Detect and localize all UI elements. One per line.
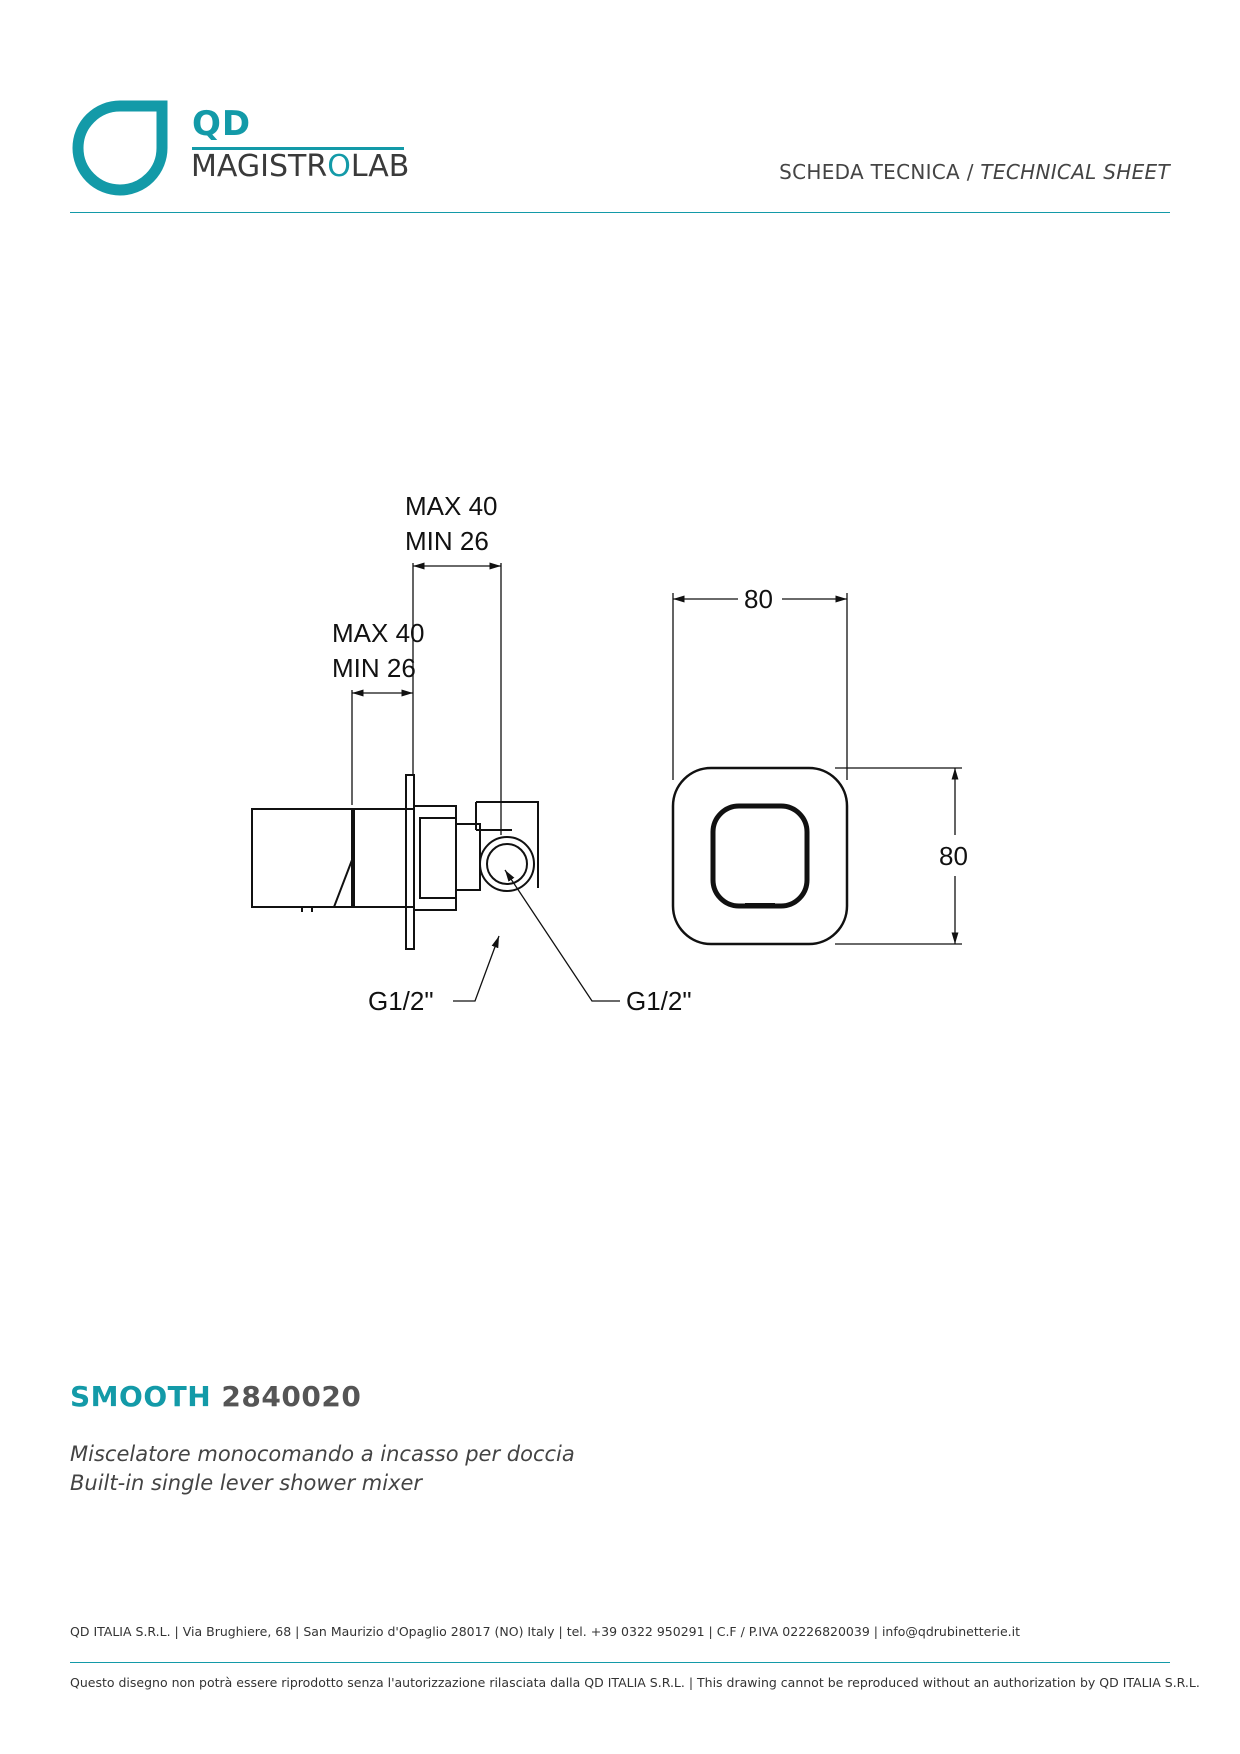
brand-name-part1: MAGISTR bbox=[191, 149, 328, 184]
front-plate bbox=[673, 768, 847, 944]
inlet-inner bbox=[487, 844, 527, 884]
footer-company-info: QD ITALIA S.R.L. | Via Brughiere, 68 | San Maurizio d'Opaglio 28017 (NO) Italy | tel. +39 0322 950291 | C.F / P.IVA 02226820039 | info@qdrubinetterie.it bbox=[70, 1624, 1020, 1639]
pipe-stub bbox=[456, 824, 480, 890]
front-lever bbox=[713, 806, 807, 906]
brand-name-part2: O bbox=[327, 149, 351, 184]
technical-drawing bbox=[0, 440, 1240, 1060]
footer-rule bbox=[70, 1662, 1170, 1663]
sheet-title-en: TECHNICAL SHEET bbox=[980, 160, 1170, 184]
leader-right bbox=[505, 870, 620, 1001]
product-title bbox=[70, 1380, 361, 1413]
footer-copyright-note: Questo disegno non potrà essere riprodotto senza l'autorizzazione rilasciata dalla QD ITALIA S.R.L. | This drawing cannot be reproduced without an authorization by QD ITALIA S.R.L. bbox=[70, 1675, 1200, 1690]
upper-dim-min: MIN 26 bbox=[405, 526, 489, 556]
product-code: 2840020 bbox=[221, 1380, 362, 1413]
lever-body bbox=[252, 809, 352, 907]
lower-dim-min: MIN 26 bbox=[332, 653, 416, 683]
product-series: SMOOTH bbox=[70, 1380, 212, 1413]
height-label: 80 bbox=[939, 841, 968, 871]
product-description-it: Miscelatore monocomando a incasso per doccia bbox=[70, 1442, 575, 1466]
inlet-outer bbox=[480, 837, 534, 891]
qd-logo-icon bbox=[70, 98, 170, 198]
width-label: 80 bbox=[744, 584, 773, 614]
brand-name-part3: LAB bbox=[350, 149, 410, 184]
header-rule bbox=[70, 212, 1170, 213]
connector-left-label: G1/2" bbox=[368, 986, 434, 1016]
leader-left bbox=[453, 936, 499, 1001]
sheet-title-it: SCHEDA TECNICA bbox=[779, 160, 961, 184]
upper-dim-max: MAX 40 bbox=[405, 491, 498, 521]
wall-plate bbox=[406, 775, 414, 949]
sheet-title bbox=[779, 160, 1170, 184]
product-description-en: Built-in single lever shower mixer bbox=[70, 1471, 423, 1495]
valve-inner bbox=[420, 818, 456, 898]
front-view bbox=[673, 768, 847, 944]
lower-dim-max: MAX 40 bbox=[332, 618, 425, 648]
connector-right-label: G1/2" bbox=[626, 986, 692, 1016]
product-description bbox=[70, 1440, 575, 1498]
brand-name bbox=[191, 150, 409, 184]
sheet-title-separator: / bbox=[960, 160, 981, 184]
brand-qd: QD bbox=[192, 104, 252, 144]
side-view bbox=[252, 775, 538, 949]
